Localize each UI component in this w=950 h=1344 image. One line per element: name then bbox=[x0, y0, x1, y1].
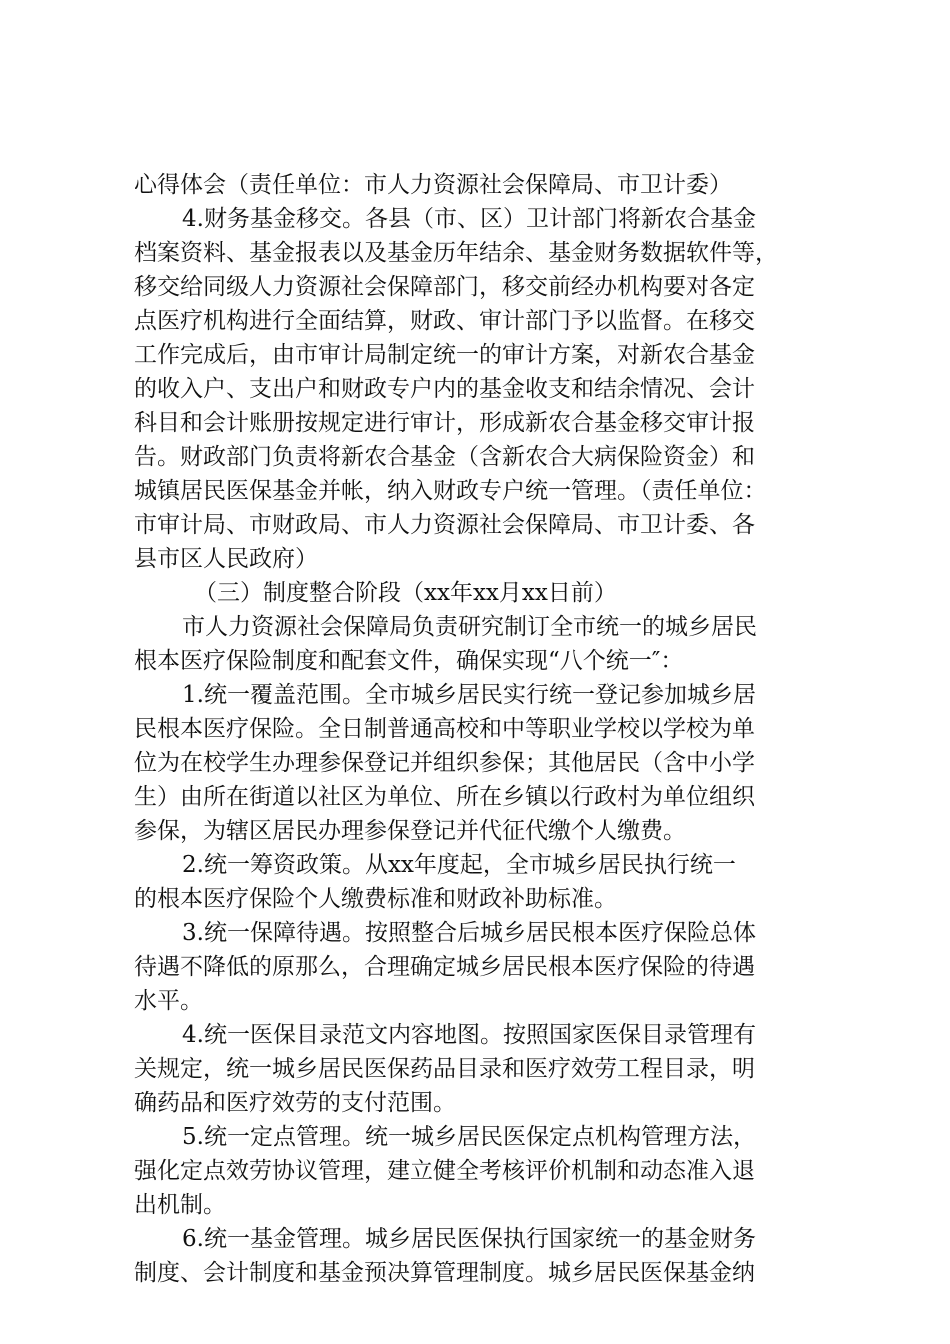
text-line: 2.统一筹资政策。从xx年度起，全市城乡居民执行统一 bbox=[182, 852, 736, 878]
text-line: 5.统一定点管理。统一城乡居民医保定点机构管理方法， bbox=[182, 1124, 756, 1150]
text-line: 工作完成后，由市审计局制定统一的审计方案，对新农合基金 bbox=[134, 342, 755, 368]
text-line: 的根本医疗保险个人缴费标准和财政补助标准。 bbox=[134, 886, 617, 912]
text-line: 移交给同级人力资源社会保障部门，移交前经办机构要对各定 bbox=[134, 274, 755, 300]
text-line: 点医疗机构进行全面结算，财政、审计部门予以监督。在移交 bbox=[134, 308, 755, 334]
text-line: 4.统一医保目录范文内容地图。按照国家医保目录管理有 bbox=[182, 1022, 756, 1048]
text-line: 关规定，统一城乡居民医保药品目录和医疗效劳工程目录，明 bbox=[134, 1056, 755, 1082]
text-line: 强化定点效劳协议管理，建立健全考核评价机制和动态准入退 bbox=[134, 1158, 755, 1184]
text-line: 告。财政部门负责将新农合基金（含新农合大病保险资金）和 bbox=[134, 444, 755, 470]
text-line: 制度、会计制度和基金预决算管理制度。城乡居民医保基金纳 bbox=[134, 1260, 755, 1286]
text-line: 县市区人民政府） bbox=[134, 546, 318, 572]
text-line: 的收入户、支出户和财政专户内的基金收支和结余情况、会计 bbox=[134, 376, 755, 402]
text-line: 确药品和医疗效劳的支付范围。 bbox=[134, 1090, 456, 1116]
text-line: 根本医疗保险制度和配套文件，确保实现“八个统一″： bbox=[134, 648, 684, 674]
text-line: 生）由所在街道以社区为单位、所在乡镇以行政村为单位组织 bbox=[134, 784, 755, 810]
text-line: 民根本医疗保险。全日制普通高校和中等职业学校以学校为单 bbox=[134, 716, 755, 742]
text-line: 位为在校学生办理参保登记并组织参保；其他居民（含中小学 bbox=[134, 750, 755, 776]
text-line: 科目和会计账册按规定进行审计，形成新农合基金移交审计报 bbox=[134, 410, 755, 436]
text-line: 市人力资源社会保障局负责研究制订全市统一的城乡居民 bbox=[182, 614, 757, 640]
text-line: 待遇不降低的原那么，合理确定城乡居民根本医疗保险的待遇 bbox=[134, 954, 755, 980]
section-heading: （三）制度整合阶段（xx年xx月xx日前） bbox=[194, 580, 617, 606]
document-body bbox=[134, 168, 834, 1290]
text-line: 4.财务基金移交。各县（市、区）卫计部门将新农合基金 bbox=[182, 206, 756, 232]
text-line: 城镇居民医保基金并帐，纳入财政专户统一管理。（责任单位： bbox=[134, 478, 767, 504]
text-line: 6.统一基金管理。城乡居民医保执行国家统一的基金财务 bbox=[182, 1226, 756, 1252]
text-line: 参保，为辖区居民办理参保登记并代征代缴个人缴费。 bbox=[134, 818, 686, 844]
text-line: 1.统一覆盖范围。全市城乡居民实行统一登记参加城乡居 bbox=[182, 682, 756, 708]
text-line: 出机制。 bbox=[134, 1192, 226, 1218]
text-line: 心得体会（责任单位：市人力资源社会保障局、市卫计委） bbox=[134, 172, 732, 198]
text-line: 水平。 bbox=[134, 988, 203, 1014]
text-line: 3.统一保障待遇。按照整合后城乡居民根本医疗保险总体 bbox=[182, 920, 756, 946]
text-line: 档案资料、基金报表以及基金历年结余、基金财务数据软件等， bbox=[134, 240, 778, 266]
text-line: 市审计局、市财政局、市人力资源社会保障局、市卫计委、各 bbox=[134, 512, 755, 538]
